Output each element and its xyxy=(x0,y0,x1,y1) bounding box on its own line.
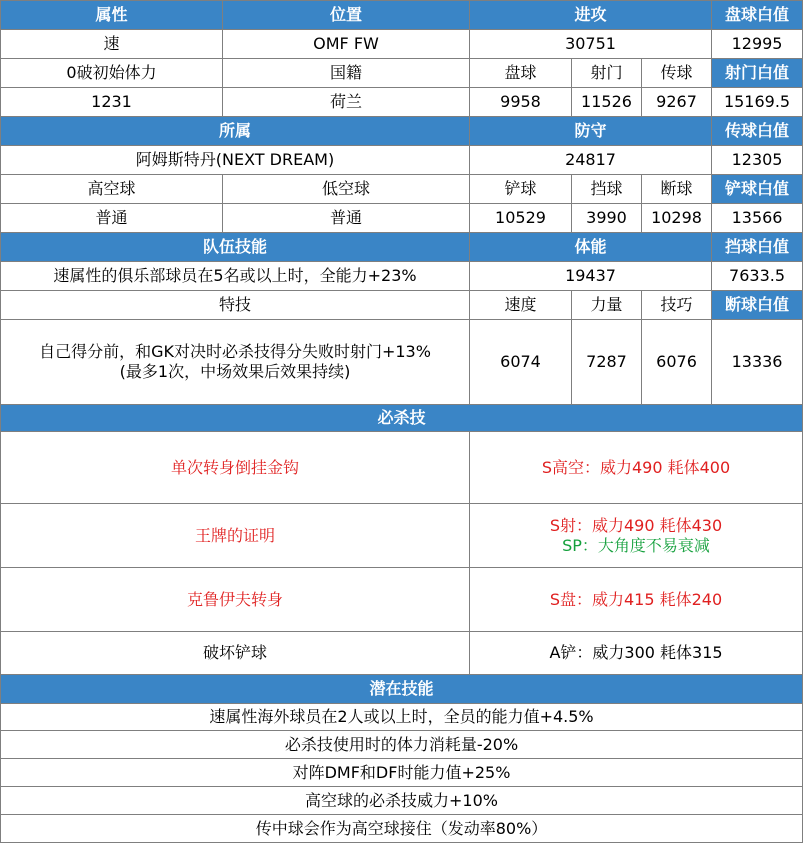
block-white-header: 挡球白值 xyxy=(712,233,803,262)
defense-total: 24817 xyxy=(470,146,712,175)
special-moves-header: 必杀技 xyxy=(1,405,803,432)
special-move-name: 单次转身倒挂金钩 xyxy=(1,432,470,504)
shoot-label: 射门 xyxy=(572,59,642,88)
technique-label: 技巧 xyxy=(642,291,712,320)
trait-text-line-2: (最多1次，中场效果后效果持续) xyxy=(119,362,351,381)
special-move-name: 王牌的证明 xyxy=(1,504,470,568)
high-ball-value: 普通 xyxy=(1,204,223,233)
position-value: OMF FW xyxy=(223,30,470,59)
tackle-label: 铲球 xyxy=(470,175,572,204)
speed-value: 6074 xyxy=(470,320,572,405)
affiliation-value: 阿姆斯特丹(NEXT DREAM) xyxy=(1,146,470,175)
shoot-value: 11526 xyxy=(572,88,642,117)
stamina-header: 体能 xyxy=(470,233,712,262)
intercept-white-value: 13336 xyxy=(712,320,803,405)
special-move-name: 破坏铲球 xyxy=(1,632,470,675)
pass-label: 传球 xyxy=(642,59,712,88)
tackle-value: 10529 xyxy=(470,204,572,233)
stamina-total: 19437 xyxy=(470,262,712,291)
special-move-detail-block xyxy=(470,504,803,568)
affiliation-header: 所属 xyxy=(1,117,470,146)
dribble-label: 盘球 xyxy=(470,59,572,88)
low-ball-label: 低空球 xyxy=(223,175,470,204)
block-value: 3990 xyxy=(572,204,642,233)
latent-skill-item: 传中球会作为高空球接住（发动率80%） xyxy=(1,815,803,843)
special-move-detail: S盘：威力415 耗体240 xyxy=(470,568,803,632)
initial-stamina-label: 0破初始体力 xyxy=(1,59,223,88)
low-ball-value: 普通 xyxy=(223,204,470,233)
trait-text xyxy=(1,320,470,405)
pass-white-header: 传球白值 xyxy=(712,117,803,146)
initial-stamina-value: 1231 xyxy=(1,88,223,117)
attribute-header: 属性 xyxy=(1,1,223,30)
speed-label: 速度 xyxy=(470,291,572,320)
team-skill-text: 速属性的俱乐部球员在5名或以上时，全能力+23% xyxy=(1,262,470,291)
intercept-value: 10298 xyxy=(642,204,712,233)
shoot-white-value: 15169.5 xyxy=(712,88,803,117)
attribute-value: 速 xyxy=(1,30,223,59)
pass-white-value: 12305 xyxy=(712,146,803,175)
offense-total: 30751 xyxy=(470,30,712,59)
nationality-value: 荷兰 xyxy=(223,88,470,117)
special-move-detail: A铲：威力300 耗体315 xyxy=(470,632,803,675)
latent-skill-item: 速属性海外球员在2人或以上时，全员的能力值+4.5% xyxy=(1,704,803,731)
nationality-label: 国籍 xyxy=(223,59,470,88)
latent-skill-item: 高空球的必杀技威力+10% xyxy=(1,787,803,815)
latent-skill-item: 对阵DMF和DF时能力值+25% xyxy=(1,759,803,787)
position-header: 位置 xyxy=(223,1,470,30)
technique-value: 6076 xyxy=(642,320,712,405)
tackle-white-value: 13566 xyxy=(712,204,803,233)
power-value: 7287 xyxy=(572,320,642,405)
latent-skill-item: 必杀技使用时的体力消耗量-20% xyxy=(1,731,803,759)
defense-header: 防守 xyxy=(470,117,712,146)
dribble-value: 9958 xyxy=(470,88,572,117)
special-move-name: 克鲁伊夫转身 xyxy=(1,568,470,632)
special-move-note: SP：大角度不易衰减 xyxy=(562,535,710,555)
power-label: 力量 xyxy=(572,291,642,320)
high-ball-label: 高空球 xyxy=(1,175,223,204)
latent-skills-header: 潜在技能 xyxy=(1,675,803,704)
offense-header: 进攻 xyxy=(470,1,712,30)
tackle-white-header: 铲球白值 xyxy=(712,175,803,204)
trait-text-line-1: 自己得分前，和GK对决时必杀技得分失败时射门+13% xyxy=(39,342,431,361)
intercept-white-header: 断球白值 xyxy=(712,291,803,320)
dribble-white-header: 盘球白值 xyxy=(712,1,803,30)
special-move-detail: S高空：威力490 耗体400 xyxy=(470,432,803,504)
trait-label: 特技 xyxy=(1,291,470,320)
block-white-value: 7633.5 xyxy=(712,262,803,291)
shoot-white-header: 射门白值 xyxy=(712,59,803,88)
intercept-label: 断球 xyxy=(642,175,712,204)
team-skill-header: 队伍技能 xyxy=(1,233,470,262)
block-label: 挡球 xyxy=(572,175,642,204)
pass-value: 9267 xyxy=(642,88,712,117)
dribble-white-value: 12995 xyxy=(712,30,803,59)
special-move-detail: S射：威力490 耗体430 xyxy=(549,515,723,535)
